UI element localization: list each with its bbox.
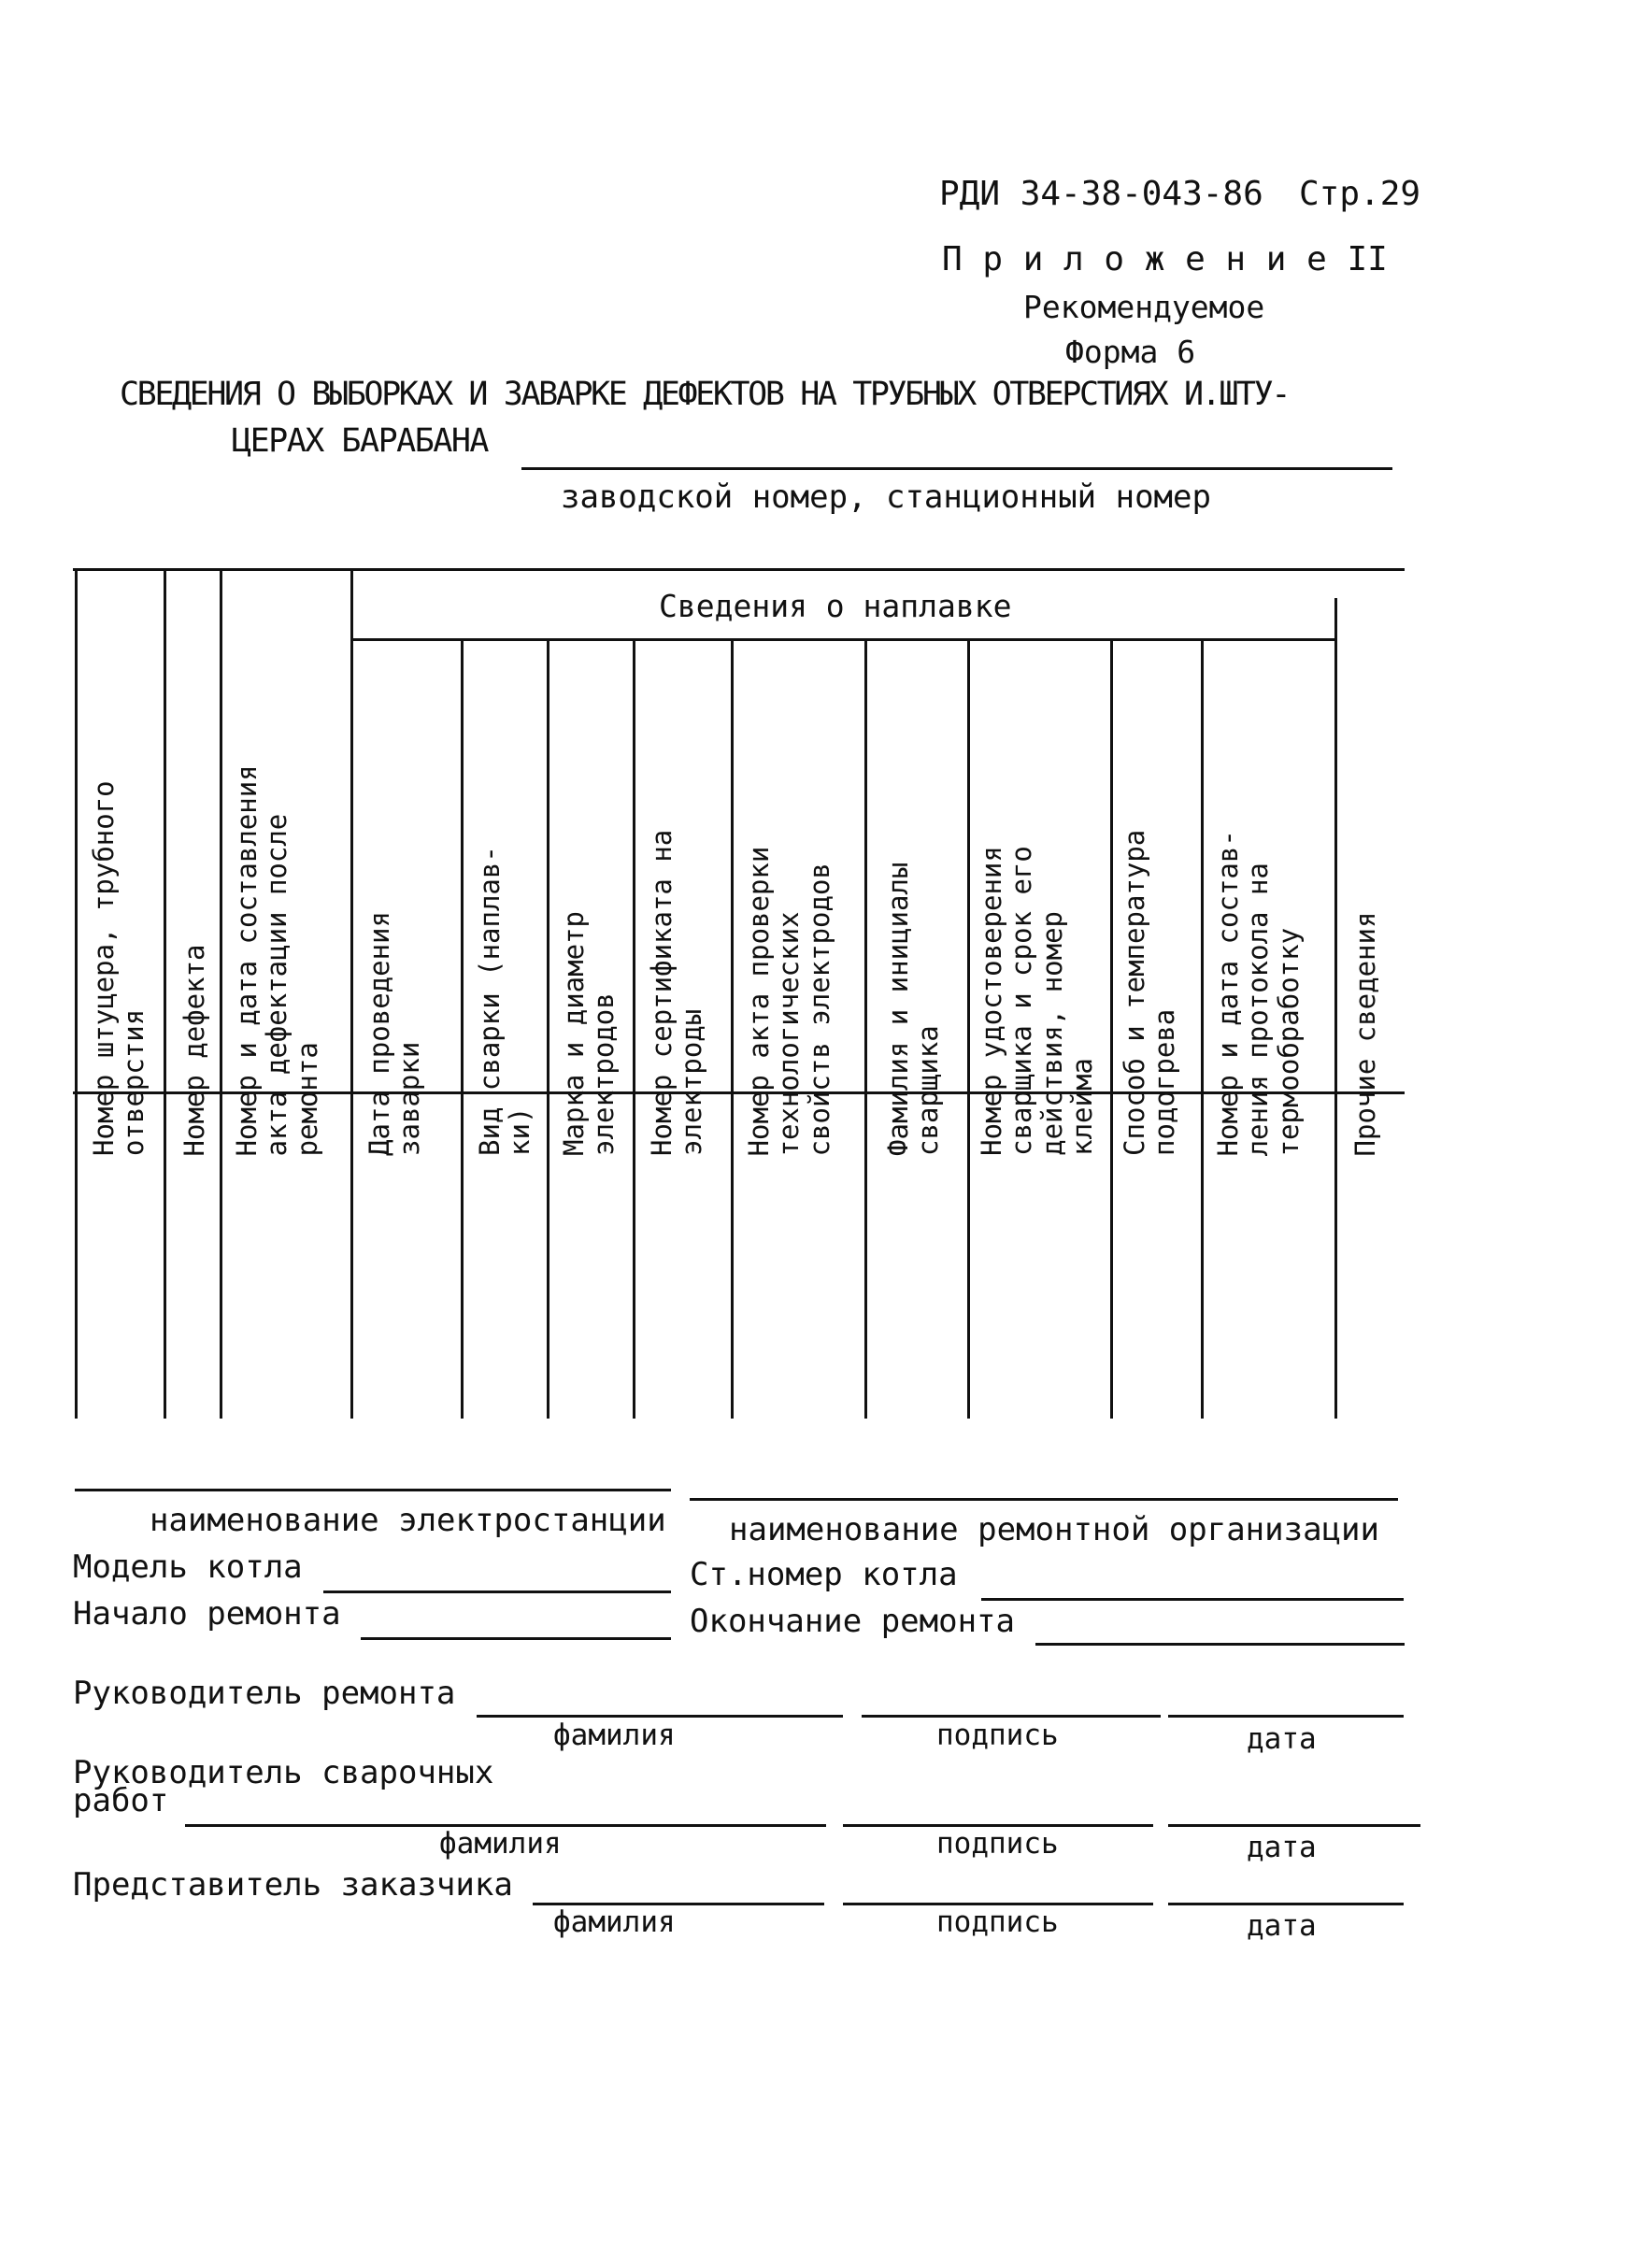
column-divider: [1110, 638, 1113, 1419]
repair-head-date-field[interactable]: [1168, 1715, 1404, 1718]
date-caption: дата: [1247, 1909, 1317, 1943]
column-header: Прочие сведения: [1349, 911, 1381, 1156]
welding-head-date-field[interactable]: [1168, 1824, 1420, 1827]
drum-number-caption: заводской номер, станционный номер: [561, 478, 1211, 516]
column-divider: [1334, 598, 1337, 1419]
column-header: Номер штуцера, трубного отверстия: [88, 780, 150, 1156]
form-title-line1: СВЕДЕНИЯ О ВЫБОРКАХ И ЗАВАРКЕ ДЕФЕКТОВ НА ТРУБНЫХ ОТВЕРСТИЯХ И.ШТУ-: [120, 376, 1290, 413]
repair-start-field[interactable]: [361, 1637, 671, 1640]
repair-head-label: Руководитель ремонта: [73, 1675, 456, 1712]
repair-org-caption: наименование ремонтной организации: [729, 1511, 1379, 1548]
column-divider: [547, 638, 549, 1419]
column-header: Номер акта проверки технологических свойств электродов: [743, 846, 835, 1156]
column-header: Номер дефекта: [178, 944, 210, 1156]
column-divider: [461, 638, 464, 1419]
customer-rep-date-field[interactable]: [1168, 1903, 1404, 1905]
column-header: Номер удостоверения сварщика и срок его действия, номер клейма: [976, 846, 1099, 1156]
repair-start-label: Начало ремонта: [73, 1595, 341, 1633]
column-divider: [967, 638, 970, 1419]
boiler-model-field[interactable]: [323, 1590, 671, 1593]
welding-head-label-line2: работ: [73, 1782, 169, 1819]
repair-head-surname-field[interactable]: [477, 1715, 843, 1718]
column-header: Номер и дата состав- ления протокола на термообработку: [1212, 829, 1305, 1156]
power-station-line[interactable]: [75, 1489, 671, 1491]
signature-caption: подпись: [936, 1719, 1059, 1752]
table-top-border: [73, 568, 1405, 571]
column-divider: [164, 568, 166, 1419]
column-divider: [75, 568, 78, 1419]
signature-caption: подпись: [936, 1905, 1059, 1939]
column-header: Вид сварки (наплав- ки): [474, 846, 536, 1156]
signature-caption: подпись: [936, 1827, 1059, 1861]
appendix-label: П р и л о ж е н и е II: [942, 240, 1388, 278]
boiler-number-field[interactable]: [981, 1598, 1404, 1601]
column-divider: [731, 638, 734, 1419]
boiler-number-label: Ст.номер котла: [690, 1556, 958, 1593]
recommended-label: Рекомендуемое: [1023, 289, 1265, 325]
surname-caption: фамилия: [439, 1827, 562, 1861]
power-station-caption: наименование электростанции: [150, 1502, 666, 1539]
column-header: Марка и диаметр электродов: [558, 911, 621, 1156]
repair-end-label: Окончание ремонта: [690, 1603, 1015, 1640]
welding-head-label-line1: Руководитель сварочных: [73, 1754, 494, 1791]
drum-number-line: [521, 467, 1392, 470]
column-header: Способ и температура подогрева: [1119, 829, 1181, 1156]
form-title-line2: ЦЕРАХ БАРАБАНА: [232, 422, 489, 460]
date-caption: дата: [1247, 1831, 1317, 1864]
group-header-border: [350, 638, 1336, 641]
column-header: Номер и дата составления акта дефектации после ремонта: [231, 763, 323, 1156]
surname-caption: фамилия: [553, 1719, 676, 1752]
repair-end-field[interactable]: [1035, 1643, 1405, 1646]
column-divider: [633, 638, 635, 1419]
column-divider: [220, 568, 222, 1419]
column-header: Номер сертификата на электроды: [646, 829, 708, 1156]
repair-org-line[interactable]: [690, 1498, 1398, 1501]
document-code: РДИ 34-38-043-86: [939, 175, 1263, 213]
customer-rep-label: Представитель заказчика: [73, 1866, 513, 1904]
surname-caption: фамилия: [553, 1905, 676, 1939]
column-header: Дата проведения заварки: [364, 911, 426, 1156]
column-divider: [1201, 638, 1204, 1419]
boiler-model-label: Модель котла: [73, 1548, 303, 1586]
column-divider: [864, 638, 867, 1419]
page-number: Стр.29: [1299, 175, 1421, 213]
date-caption: дата: [1247, 1722, 1317, 1756]
column-divider: [350, 568, 353, 1419]
repair-head-signature-field[interactable]: [862, 1715, 1161, 1718]
group-header-welding: Сведения о наплавке: [659, 588, 1012, 624]
form-label: Форма 6: [1065, 334, 1196, 370]
column-header: Фамилия и инициалы сварщика: [882, 862, 945, 1156]
